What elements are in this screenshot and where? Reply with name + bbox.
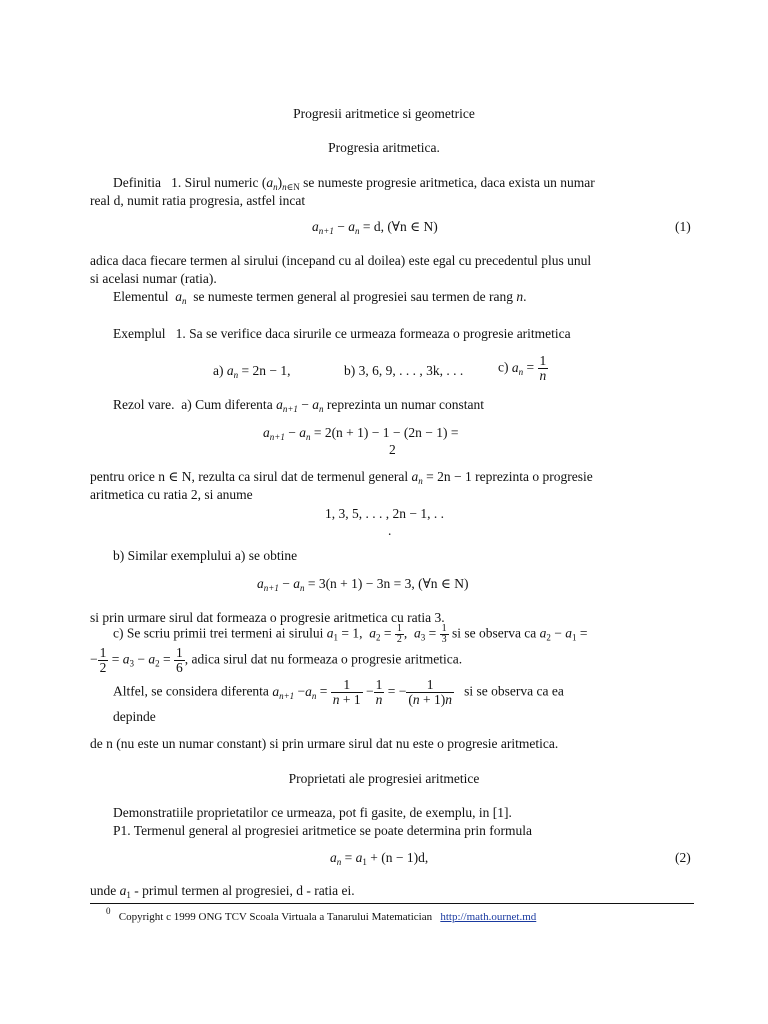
paragraph-line: si acelasi numar (ratia). (90, 271, 217, 286)
page-title: Progresii aritmetice si geometrice (293, 106, 475, 121)
section-title: Progresia aritmetica. (328, 140, 440, 155)
section-title-properties: Proprietati ale progresiei aritmetice (288, 771, 480, 786)
equation-2-number: (2) (675, 850, 691, 865)
paragraph-line: pentru orice n ∈ N, rezulta ca sirul dat de termenul general $a_n = 2n - 1$ reprezinta o progresie (90, 469, 593, 486)
paragraph-line: Demonstratiile proprietatilor ce urmeaza, pot fi gasite, de exemplu, in [1]. (113, 805, 512, 820)
example-label: Exemplul (113, 326, 166, 341)
paragraph-line: adica daca fiecare termen al sirului (incepand cu al doilea) este egal cu precedentul plus unul (90, 253, 592, 268)
equation-1-number: (1) (675, 219, 691, 234)
paragraph-line: aritmetica cu ratia 2, si anume (90, 487, 253, 502)
footnote (106, 906, 537, 925)
example-b: b) 3, 6, 9, . . . , 3k, . . . (344, 363, 464, 378)
paragraph-line: P1. Termenul general al progresiei aritmetice se poate determina prin formula (113, 823, 533, 838)
footnote-link[interactable]: http://math.ournet.md (440, 911, 537, 923)
definition-line: Definitia 1. Sirul numeric $(a_n)_{n\in N}$ se numeste progresie aritmetica, daca exista un numar (113, 175, 595, 192)
paragraph-line: depinde (113, 709, 156, 724)
solution-line: Rezol vare. a) Cum diferenta $a_{n+1} - a_n$ reprezinta un numar constant (113, 397, 484, 414)
example-a: a) $a_n = 2n - 1$, (213, 363, 291, 380)
solution-label: Rezol vare. (113, 397, 175, 412)
equation-2: $a_n = a_1 + (n - 1)d$, (330, 850, 429, 867)
equation-1: $a_{n+1} - a_n = d$, (∀n ∈ N) (312, 219, 438, 236)
paragraph-line: si prin urmare sirul dat formeaza o progresie aritmetica cu ratia 3. (90, 610, 445, 625)
footnote-divider (90, 903, 694, 904)
definition-line-2: real d, numit ratia progresia, astfel incat (90, 193, 306, 208)
sequence-dot: . (388, 523, 392, 538)
equation-b: $a_{n+1} - a_n = 3(n + 1) - 3n = 3$, (∀n ∈ N) (257, 576, 469, 593)
alternative-line: Altfel, se considera diferenta $a_{n+1} -a_n$ = $\frac{1}{n + 1}$ − $\frac{1}{n}$ = − $\frac{1}{(n + 1)n}$ si se observa ca ea (113, 677, 564, 707)
sequence: 1, 3, 5, . . . , 2n − 1, . . (325, 506, 444, 521)
example-line: Exemplul 1. Sa se verifice daca sirurile ce urmeaza formeaza o progresie aritmetica (113, 326, 571, 341)
example-c-line: c) Se scriu primii trei termeni ai sirului $a_1 = 1$, $a_2$ = $\frac{1}{2}$ , $a_3$ = $\frac{1}{3}$ si se observa ca $a_2 - a_1$ = (113, 623, 588, 645)
solution-equation: $a_{n+1} - a_n = 2(n + 1) - 1 - (2n - 1)$ = (263, 425, 459, 442)
example-c: c) $a_n$ = $\frac{1}{n}$ (498, 353, 547, 383)
general-term-line: Elementul $a_n$ se numeste termen general al progresiei sau termen de rang n. (113, 289, 527, 306)
paragraph-line: b) Similar exemplului a) se obtine (113, 548, 298, 563)
paragraph-line: unde $a_1$ - primul termen al progresiei, d - ratia ei. (90, 883, 355, 900)
footnote-text: Copyright c 1999 ONG TCV Scoala Virtuala a Tanarului Matematician (118, 911, 433, 923)
footnote-marker: 0 (106, 906, 111, 916)
paragraph-line: de n (nu este un numar constant) si prin urmare sirul dat nu este o progresie aritmetica. (90, 736, 559, 751)
example-c-line-2: − $\frac{1}{2}$ = $a_3 - a_2$ = $\frac{1}{6}$ , adica sirul dat nu formeaza o progresie aritmetica. (90, 645, 463, 675)
solution-equation-result: 2 (389, 442, 396, 457)
definition-label: Definitia (113, 175, 161, 190)
